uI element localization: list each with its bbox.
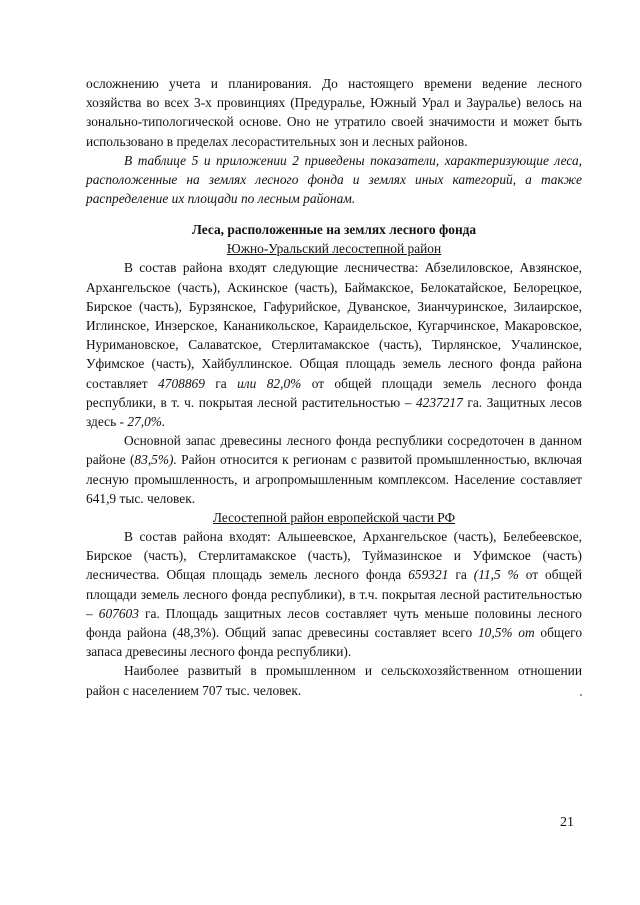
text-run: Район относится к регионам с развитой промышленностью, включая лесную промышленность, и агропромышленным комплексом. Население составляет 641,9 тыс. человек.	[86, 452, 582, 506]
paragraph-table-reference: В таблице 5 и приложении 2 приведены показатели, характеризующие леса, расположенные на землях лесного фонда и землях иных категорий, а также распределение их площади по лесным районам.	[86, 152, 582, 207]
section-heading-block	[86, 220, 582, 258]
forested-area-value: 607603	[98, 605, 139, 621]
forested-area-value: 4237217	[415, 394, 463, 410]
area-value: 659321	[408, 567, 449, 583]
subsection-heading-block	[86, 508, 582, 527]
text-run: га	[448, 567, 474, 583]
text-run: В состав района входят следующие лесничества: Абзелиловское, Авзянское, Архангельское (часть), Аскинское (часть), Баймакское, Белокатайское, Белорецкое, Бирское (часть), Бурзянское, Гафурийское, Дуванское, Зианчуринское, Зилаирское, Иглинское, Инзерское, Кананикольское, Караидельское, Кугарчинское, Макаровское, Нуримановское, Салаватское, Стерлитамакское (часть), Тирлянское, Учалинское, Уфимское (часть), Хайбуллинское. Общая площадь земель лесного фонда района составляет	[86, 260, 582, 391]
protective-share-value: 27,0%.	[127, 414, 166, 430]
paragraph-intro: осложнению учета и планирования. До настоящего времени ведение лесного хозяйства во всех 3-х провинциях (Предуралье, Южный Урал и Зауралье) велось на зонально-типологической основе. Оно не утратило своей значимости и может быть использовано в пределах лесорастительных зон и лесных районов.	[86, 76, 582, 149]
page-number: 21	[560, 815, 574, 830]
scan-speck	[580, 694, 582, 696]
section-title: Леса, расположенные на землях лесного фонда	[191, 222, 477, 238]
subsection-title-european: Лесостепной район европейской части РФ	[212, 510, 456, 526]
text-run: га. Защитных лесов здесь -	[86, 394, 582, 430]
share-value: или 82,0%	[237, 375, 302, 391]
text-run: В состав района входят: Альшеевское, Архангельское (часть), Белебеевское, Бирское (часть), Стерлитамакское (часть), Туймазинское и Уфимское (часть) лесничества. Общая площадь земель лесного фонда	[86, 529, 582, 583]
text-run: от общей площади земель лесного фонда республики, в т. ч. покрытая лесной растительностью –	[86, 375, 582, 410]
text-run: от общей площади земель лесного фонда республики), в т.ч. покрытая лесной растительностью –	[86, 567, 582, 621]
text-run: общего запаса древесины лесного фонда республики).	[86, 625, 583, 660]
share-value: (11,5 %	[473, 567, 519, 583]
paragraph-south-ural-composition	[86, 258, 582, 431]
paragraph-european-population: Наиболее развитый в промышленном и сельскохозяйственном отношении район с населением 707 тыс. человек.	[86, 663, 582, 698]
stock-share-value: 10,5% от	[477, 625, 535, 641]
paragraph-european-composition	[86, 527, 582, 661]
area-value: 4708869	[158, 375, 205, 391]
text-run: Основной запас древесины лесного фонда республики сосредоточен в данном районе (	[86, 433, 582, 468]
text-run: га	[204, 375, 238, 391]
paragraph-south-ural-stock	[86, 431, 582, 508]
stock-share-value: 83,5%).	[134, 452, 177, 468]
subsection-title-south-ural: Южно-Уральский лесостепной район	[226, 241, 442, 257]
text-run: га. Площадь защитных лесов составляет чуть меньше половины лесного фонда района (48,3%). Общий запас древесины составляет всего	[86, 605, 582, 641]
page-body	[86, 74, 582, 700]
